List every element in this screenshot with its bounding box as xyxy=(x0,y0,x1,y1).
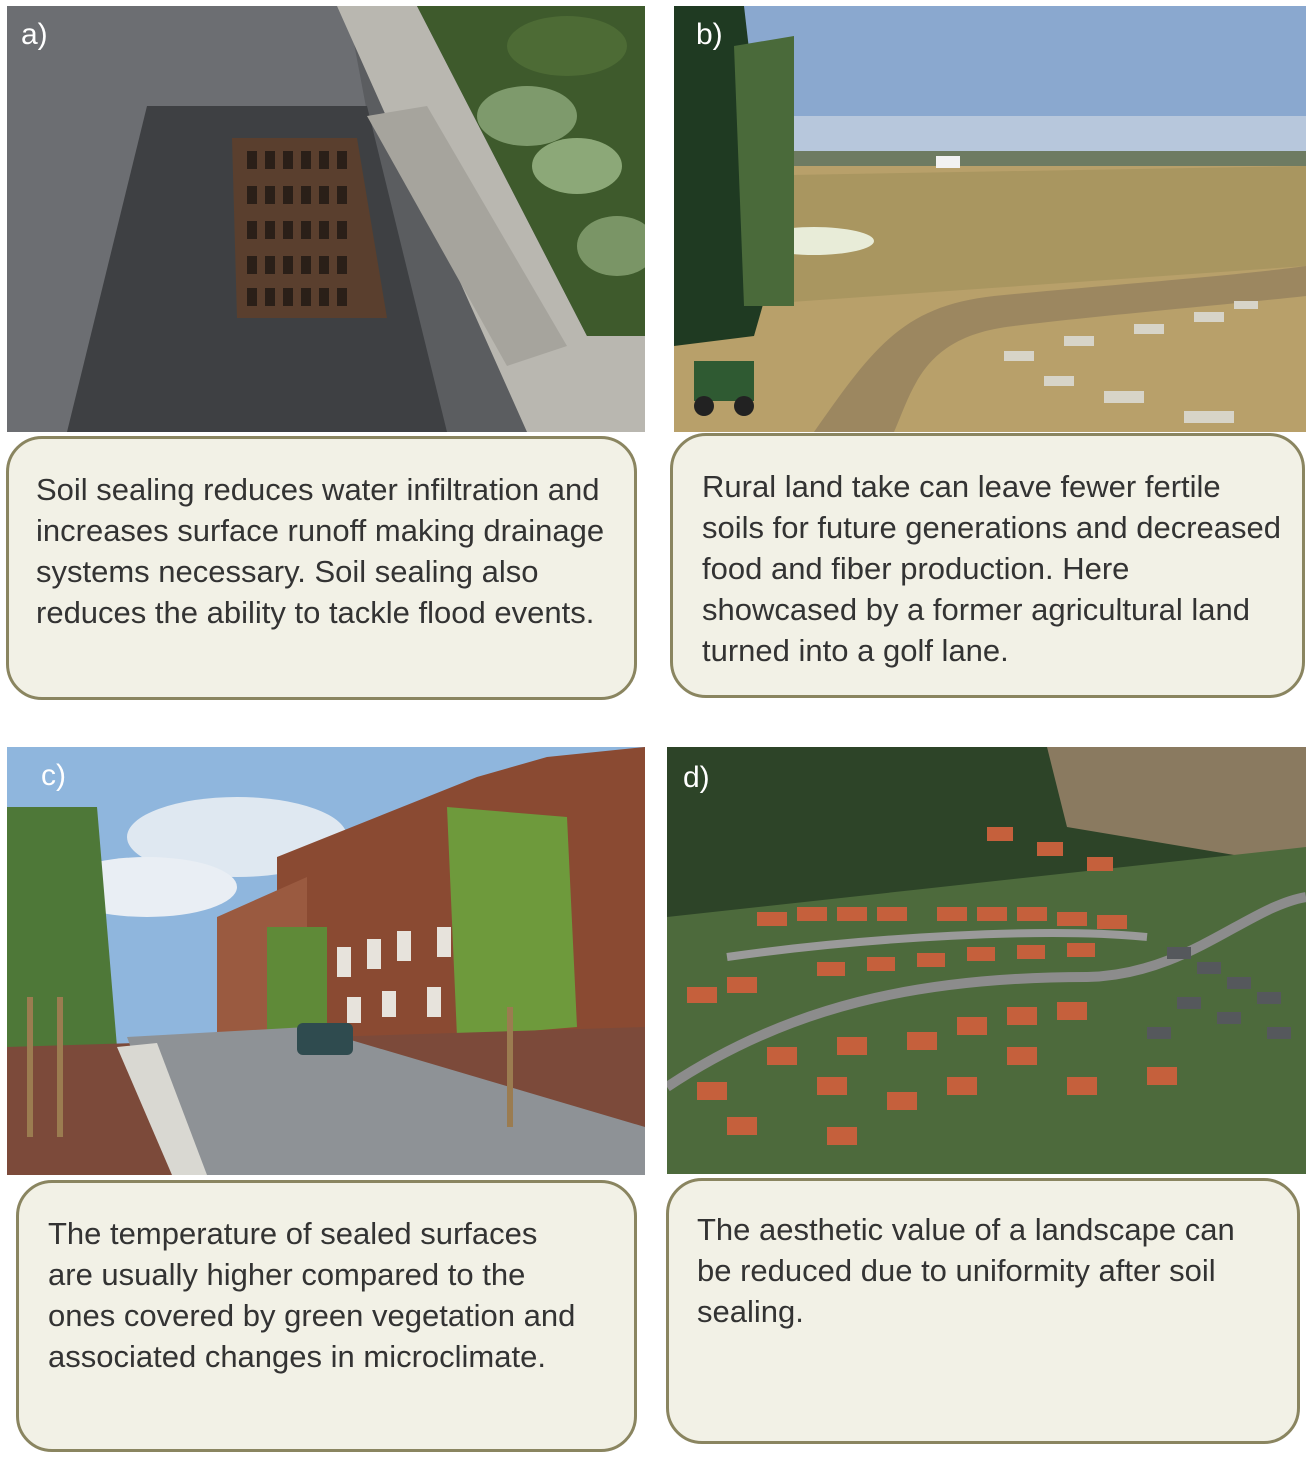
caption-d-text: The aesthetic value of a landscape can be reduced due to uniformity after soil sealing. xyxy=(697,1212,1235,1329)
panel-a-label: a) xyxy=(21,18,48,51)
street-image xyxy=(7,747,645,1175)
caption-b-text: Rural land take can leave fewer fertile soils for future generations and decreased food and fiber production. Here showcased by a former agricultural land turned into a golf lane. xyxy=(702,469,1282,668)
caption-a xyxy=(6,436,637,700)
caption-a-text: Soil sealing reduces water infiltration and increases surface runoff making drainage systems necessary. Soil sealing also reduces the ability to tackle flood events. xyxy=(36,472,605,630)
photo-golf-course xyxy=(674,6,1306,432)
caption-c xyxy=(16,1180,637,1452)
photo-storm-drain xyxy=(7,6,645,432)
photo-street xyxy=(7,747,645,1175)
panel-c-label: c) xyxy=(41,759,66,792)
storm-drain-image xyxy=(7,6,645,432)
caption-c-text: The temperature of sealed surfaces are usually higher compared to the ones covered by green vegetation and associated changes in microclimate. xyxy=(48,1216,576,1374)
golf-course-image xyxy=(674,6,1306,432)
caption-d xyxy=(666,1178,1300,1444)
photo-housing-aerial xyxy=(667,747,1306,1174)
panel-d-label: d) xyxy=(683,761,710,794)
caption-b xyxy=(670,433,1305,698)
panel-b-label: b) xyxy=(696,18,723,51)
housing-aerial-image xyxy=(667,747,1306,1174)
